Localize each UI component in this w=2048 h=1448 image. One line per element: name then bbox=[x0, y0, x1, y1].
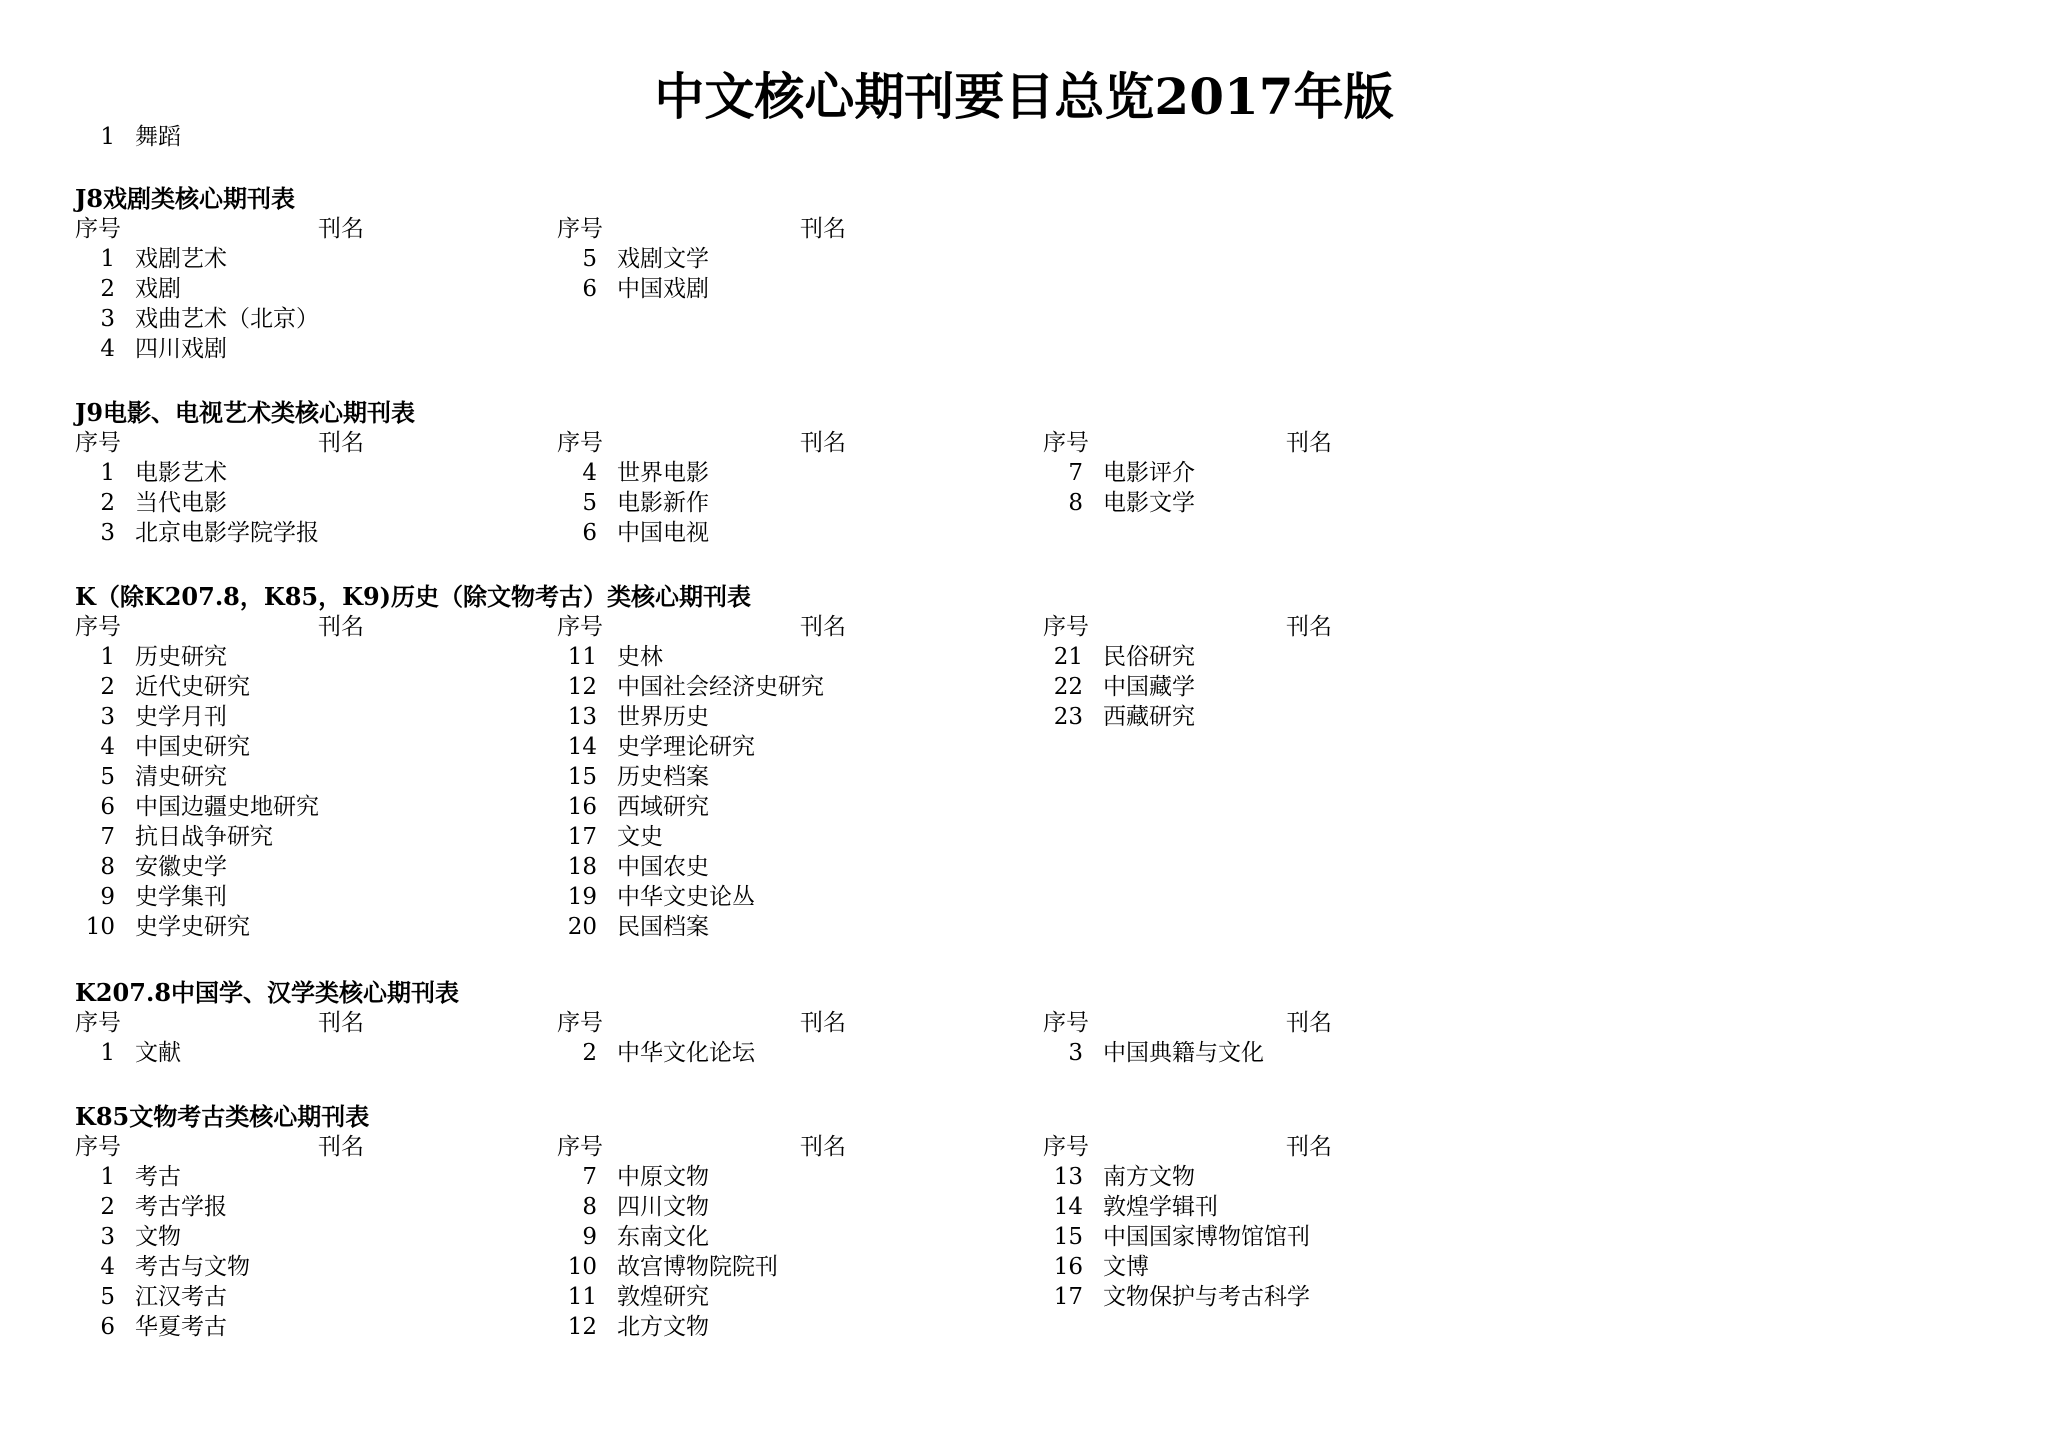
list-item bbox=[557, 1162, 1027, 1192]
journal-name: 中华文史论丛 bbox=[617, 884, 755, 910]
list-item bbox=[75, 882, 545, 912]
journal-name: 考古 bbox=[135, 1164, 181, 1190]
journal-number: 2 bbox=[100, 674, 115, 700]
journal-number: 9 bbox=[100, 884, 115, 910]
number-header: 序号 bbox=[557, 430, 603, 456]
list-item bbox=[557, 1282, 1027, 1312]
journal-number: 17 bbox=[567, 824, 597, 850]
list-item bbox=[75, 1192, 545, 1222]
prelude-list bbox=[75, 122, 575, 152]
journal-name: 中原文物 bbox=[617, 1164, 709, 1190]
journal-number: 22 bbox=[1053, 674, 1083, 700]
journal-name: 文博 bbox=[1103, 1254, 1149, 1280]
journal-name: 抗日战争研究 bbox=[135, 824, 273, 850]
list-item bbox=[75, 488, 545, 518]
list-item bbox=[1043, 642, 1513, 672]
name-header: 刊名 bbox=[1286, 1010, 1332, 1036]
list-item bbox=[557, 1312, 1027, 1342]
journal-section bbox=[75, 1102, 1975, 1340]
journal-section bbox=[75, 978, 1975, 1066]
journal-name: 电影艺术 bbox=[135, 460, 227, 486]
journal-number: 3 bbox=[1068, 1040, 1083, 1066]
journal-name: 世界电影 bbox=[617, 460, 709, 486]
journal-number: 7 bbox=[582, 1164, 597, 1190]
journal-number: 6 bbox=[100, 794, 115, 820]
journal-name: 史学集刊 bbox=[135, 884, 227, 910]
list-item bbox=[1043, 1038, 1513, 1068]
list-item bbox=[557, 274, 1027, 304]
column-header bbox=[557, 428, 1027, 458]
journal-number: 4 bbox=[100, 336, 115, 362]
journal-name: 四川戏剧 bbox=[135, 336, 227, 362]
journal-number: 6 bbox=[582, 276, 597, 302]
journal-number: 7 bbox=[100, 824, 115, 850]
number-header: 序号 bbox=[1043, 430, 1089, 456]
column-header bbox=[75, 1132, 545, 1162]
list-item bbox=[1043, 1162, 1513, 1192]
journal-name: 敦煌学辑刊 bbox=[1103, 1194, 1218, 1220]
journal-name: 电影新作 bbox=[617, 490, 709, 516]
journal-number: 4 bbox=[100, 1254, 115, 1280]
journal-number: 8 bbox=[100, 854, 115, 880]
list-item bbox=[557, 518, 1027, 548]
journal-name: 电影评介 bbox=[1103, 460, 1195, 486]
journal-name: 史林 bbox=[617, 644, 663, 670]
journal-name: 东南文化 bbox=[617, 1224, 709, 1250]
journal-number: 14 bbox=[1053, 1194, 1083, 1220]
section-heading: K（除K207.8，K85，K9)历史（除文物考古）类核心期刊表 bbox=[75, 582, 752, 611]
journal-column bbox=[75, 612, 545, 942]
journal-name: 中国农史 bbox=[617, 854, 709, 880]
journal-name: 文史 bbox=[617, 824, 663, 850]
number-header: 序号 bbox=[557, 1134, 603, 1160]
journal-column bbox=[75, 1132, 545, 1342]
journal-number: 13 bbox=[567, 704, 597, 730]
list-item bbox=[75, 1162, 545, 1192]
journal-name: 戏剧艺术 bbox=[135, 246, 227, 272]
list-item bbox=[557, 912, 1027, 942]
page-title: 中文核心期刊要目总览2017年版 bbox=[654, 67, 1394, 126]
journal-name: 当代电影 bbox=[135, 490, 227, 516]
journal-number: 21 bbox=[1053, 644, 1083, 670]
journal-number: 4 bbox=[582, 460, 597, 486]
journal-name: 华夏考古 bbox=[135, 1314, 227, 1340]
journal-name: 戏曲艺术（北京） bbox=[135, 306, 319, 332]
journal-number: 2 bbox=[100, 1194, 115, 1220]
column-header bbox=[75, 428, 545, 458]
column-header bbox=[557, 1132, 1027, 1162]
journal-number: 1 bbox=[100, 1040, 115, 1066]
name-header: 刊名 bbox=[318, 216, 364, 242]
number-header: 序号 bbox=[1043, 1010, 1089, 1036]
number-header: 序号 bbox=[1043, 1134, 1089, 1160]
section-heading: K85文物考古类核心期刊表 bbox=[75, 1102, 370, 1131]
list-item bbox=[75, 792, 545, 822]
list-item bbox=[75, 274, 545, 304]
number-header: 序号 bbox=[75, 1010, 121, 1036]
list-item bbox=[75, 852, 545, 882]
journal-name: 考古学报 bbox=[135, 1194, 227, 1220]
name-header: 刊名 bbox=[318, 1010, 364, 1036]
journal-column bbox=[75, 428, 545, 548]
list-item bbox=[75, 1312, 545, 1342]
journal-column bbox=[1043, 1008, 1513, 1068]
column-header bbox=[75, 612, 545, 642]
list-item bbox=[557, 488, 1027, 518]
journal-column bbox=[1043, 1132, 1513, 1312]
journal-name: 中国国家博物馆馆刊 bbox=[1103, 1224, 1310, 1250]
journal-name: 西藏研究 bbox=[1103, 704, 1195, 730]
journal-number: 15 bbox=[567, 764, 597, 790]
list-item bbox=[557, 244, 1027, 274]
journal-number: 1 bbox=[100, 124, 115, 150]
list-item bbox=[75, 1252, 545, 1282]
list-item bbox=[75, 762, 545, 792]
list-item bbox=[1043, 672, 1513, 702]
column-header bbox=[1043, 428, 1513, 458]
list-item bbox=[75, 518, 545, 548]
list-item bbox=[1043, 458, 1513, 488]
journal-number: 16 bbox=[567, 794, 597, 820]
list-item bbox=[557, 792, 1027, 822]
number-header: 序号 bbox=[75, 430, 121, 456]
journal-name: 南方文物 bbox=[1103, 1164, 1195, 1190]
list-item bbox=[557, 458, 1027, 488]
list-item bbox=[557, 1192, 1027, 1222]
number-header: 序号 bbox=[1043, 614, 1089, 640]
section-heading: J8戏剧类核心期刊表 bbox=[75, 184, 296, 213]
journal-number: 5 bbox=[582, 490, 597, 516]
list-item bbox=[75, 304, 545, 334]
journal-number: 12 bbox=[567, 674, 597, 700]
journal-name: 史学史研究 bbox=[135, 914, 250, 940]
column-header bbox=[1043, 1132, 1513, 1162]
section-heading: J9电影、电视艺术类核心期刊表 bbox=[75, 398, 416, 427]
journal-number: 16 bbox=[1053, 1254, 1083, 1280]
name-header: 刊名 bbox=[1286, 614, 1332, 640]
number-header: 序号 bbox=[75, 1134, 121, 1160]
journal-name: 安徽史学 bbox=[135, 854, 227, 880]
journal-number: 18 bbox=[567, 854, 597, 880]
list-item bbox=[557, 642, 1027, 672]
journal-name: 舞蹈 bbox=[135, 124, 181, 150]
journal-number: 3 bbox=[100, 704, 115, 730]
name-header: 刊名 bbox=[800, 216, 846, 242]
list-item bbox=[557, 1252, 1027, 1282]
journal-name: 西域研究 bbox=[617, 794, 709, 820]
list-item bbox=[75, 672, 545, 702]
journal-number: 6 bbox=[582, 520, 597, 546]
journal-name: 中国典籍与文化 bbox=[1103, 1040, 1264, 1066]
journal-section bbox=[75, 398, 1975, 546]
journal-name: 戏剧文学 bbox=[617, 246, 709, 272]
name-header: 刊名 bbox=[1286, 430, 1332, 456]
journal-number: 15 bbox=[1053, 1224, 1083, 1250]
list-item bbox=[557, 702, 1027, 732]
list-item bbox=[75, 1282, 545, 1312]
journal-column bbox=[557, 428, 1027, 548]
journal-column bbox=[557, 1008, 1027, 1068]
journal-name: 中国社会经济史研究 bbox=[617, 674, 824, 700]
journal-name: 历史档案 bbox=[617, 764, 709, 790]
list-item bbox=[557, 822, 1027, 852]
journal-name: 江汉考古 bbox=[135, 1284, 227, 1310]
journal-number: 4 bbox=[100, 734, 115, 760]
journal-name: 文献 bbox=[135, 1040, 181, 1066]
journal-number: 1 bbox=[100, 1164, 115, 1190]
journal-number: 3 bbox=[100, 306, 115, 332]
journal-name: 戏剧 bbox=[135, 276, 181, 302]
column-header bbox=[557, 214, 1027, 244]
journal-number: 5 bbox=[582, 246, 597, 272]
journal-name: 史学月刊 bbox=[135, 704, 227, 730]
journal-name: 近代史研究 bbox=[135, 674, 250, 700]
list-item bbox=[557, 1222, 1027, 1252]
journal-number: 6 bbox=[100, 1314, 115, 1340]
journal-number: 20 bbox=[567, 914, 597, 940]
name-header: 刊名 bbox=[318, 430, 364, 456]
journal-number: 8 bbox=[582, 1194, 597, 1220]
list-item bbox=[75, 1222, 545, 1252]
journal-name: 中国边疆史地研究 bbox=[135, 794, 319, 820]
journal-section bbox=[75, 582, 1975, 940]
name-header: 刊名 bbox=[800, 430, 846, 456]
journal-name: 中国电视 bbox=[617, 520, 709, 546]
journal-number: 1 bbox=[100, 246, 115, 272]
column-header bbox=[1043, 1008, 1513, 1038]
list-item bbox=[1043, 488, 1513, 518]
list-item bbox=[557, 672, 1027, 702]
journal-number: 13 bbox=[1053, 1164, 1083, 1190]
list-item bbox=[75, 244, 545, 274]
journal-name: 考古与文物 bbox=[135, 1254, 250, 1280]
name-header: 刊名 bbox=[318, 1134, 364, 1160]
list-item bbox=[1043, 1282, 1513, 1312]
number-header: 序号 bbox=[557, 1010, 603, 1036]
column-header bbox=[75, 1008, 545, 1038]
journal-column bbox=[75, 1008, 545, 1068]
journal-section bbox=[75, 184, 1975, 362]
list-item bbox=[1043, 702, 1513, 732]
journal-name: 中华文化论坛 bbox=[617, 1040, 755, 1066]
name-header: 刊名 bbox=[800, 1134, 846, 1160]
list-item bbox=[557, 852, 1027, 882]
journal-number: 9 bbox=[582, 1224, 597, 1250]
journal-number: 11 bbox=[567, 1284, 597, 1310]
column-header bbox=[75, 214, 545, 244]
list-item bbox=[75, 702, 545, 732]
journal-number: 3 bbox=[100, 520, 115, 546]
journal-number: 10 bbox=[85, 914, 115, 940]
number-header: 序号 bbox=[557, 614, 603, 640]
list-item bbox=[75, 458, 545, 488]
name-header: 刊名 bbox=[800, 1010, 846, 1036]
journal-name: 世界历史 bbox=[617, 704, 709, 730]
journal-number: 14 bbox=[567, 734, 597, 760]
journal-number: 11 bbox=[567, 644, 597, 670]
section-heading: K207.8中国学、汉学类核心期刊表 bbox=[75, 978, 460, 1007]
journal-column bbox=[557, 214, 1027, 304]
journal-column bbox=[1043, 428, 1513, 518]
journal-number: 19 bbox=[567, 884, 597, 910]
journal-name: 民国档案 bbox=[617, 914, 709, 940]
column-header bbox=[557, 612, 1027, 642]
list-item bbox=[1043, 1192, 1513, 1222]
journal-name: 中国藏学 bbox=[1103, 674, 1195, 700]
list-item bbox=[557, 732, 1027, 762]
journal-number: 2 bbox=[582, 1040, 597, 1066]
list-item bbox=[75, 1038, 545, 1068]
journal-name: 民俗研究 bbox=[1103, 644, 1195, 670]
journal-number: 23 bbox=[1053, 704, 1083, 730]
name-header: 刊名 bbox=[800, 614, 846, 640]
journal-name: 敦煌研究 bbox=[617, 1284, 709, 1310]
journal-name: 史学理论研究 bbox=[617, 734, 755, 760]
journal-name: 故宫博物院院刊 bbox=[617, 1254, 778, 1280]
journal-name: 电影文学 bbox=[1103, 490, 1195, 516]
list-item bbox=[75, 122, 575, 152]
list-item bbox=[75, 334, 545, 364]
list-item bbox=[75, 912, 545, 942]
journal-name: 文物 bbox=[135, 1224, 181, 1250]
journal-name: 文物保护与考古科学 bbox=[1103, 1284, 1310, 1310]
journal-number: 7 bbox=[1068, 460, 1083, 486]
journal-number: 2 bbox=[100, 276, 115, 302]
number-header: 序号 bbox=[557, 216, 603, 242]
journal-column bbox=[557, 1132, 1027, 1342]
journal-number: 5 bbox=[100, 1284, 115, 1310]
journal-number: 8 bbox=[1068, 490, 1083, 516]
number-header: 序号 bbox=[75, 216, 121, 242]
journal-name: 中国戏剧 bbox=[617, 276, 709, 302]
journal-number: 12 bbox=[567, 1314, 597, 1340]
journal-number: 1 bbox=[100, 644, 115, 670]
list-item bbox=[1043, 1222, 1513, 1252]
journal-number: 1 bbox=[100, 460, 115, 486]
list-item bbox=[75, 822, 545, 852]
journal-name: 中国史研究 bbox=[135, 734, 250, 760]
name-header: 刊名 bbox=[1286, 1134, 1332, 1160]
journal-column bbox=[1043, 612, 1513, 732]
journal-name: 北京电影学院学报 bbox=[135, 520, 319, 546]
journal-name: 清史研究 bbox=[135, 764, 227, 790]
list-item bbox=[557, 762, 1027, 792]
list-item bbox=[1043, 1252, 1513, 1282]
journal-number: 5 bbox=[100, 764, 115, 790]
name-header: 刊名 bbox=[318, 614, 364, 640]
list-item bbox=[557, 1038, 1027, 1068]
journal-number: 17 bbox=[1053, 1284, 1083, 1310]
list-item bbox=[75, 732, 545, 762]
journal-name: 历史研究 bbox=[135, 644, 227, 670]
journal-number: 3 bbox=[100, 1224, 115, 1250]
journal-number: 10 bbox=[567, 1254, 597, 1280]
journal-name: 北方文物 bbox=[617, 1314, 709, 1340]
column-header bbox=[1043, 612, 1513, 642]
journal-column bbox=[75, 214, 545, 364]
number-header: 序号 bbox=[75, 614, 121, 640]
list-item bbox=[557, 882, 1027, 912]
list-item bbox=[75, 642, 545, 672]
journal-number: 2 bbox=[100, 490, 115, 516]
journal-name: 四川文物 bbox=[617, 1194, 709, 1220]
journal-column bbox=[557, 612, 1027, 942]
column-header bbox=[557, 1008, 1027, 1038]
